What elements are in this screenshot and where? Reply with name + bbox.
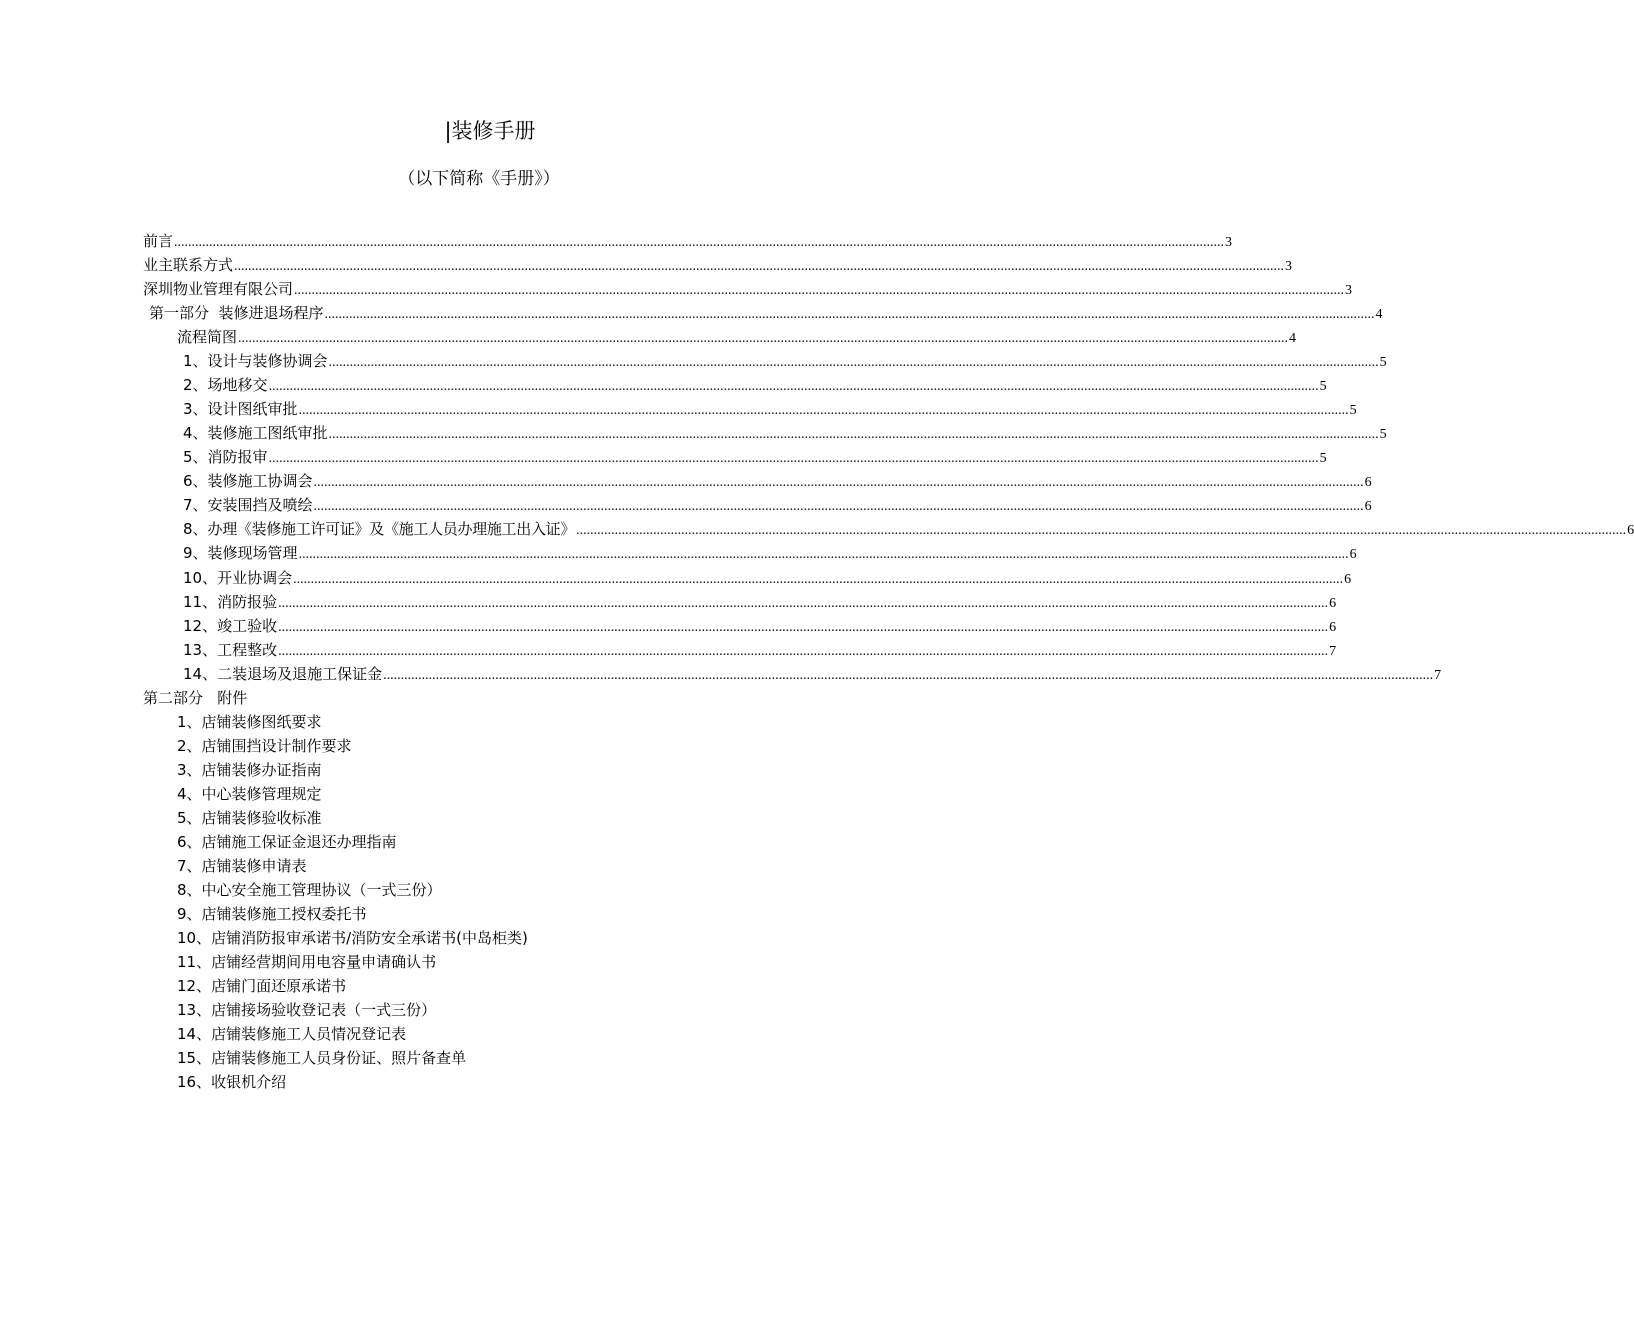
toc-entry[interactable] (183, 469, 1372, 493)
toc-label: 开业协调会 (217, 569, 293, 587)
toc-number: 13、 (183, 641, 218, 659)
toc-label: 装修现场管理 (207, 544, 298, 562)
toc-page-number: 6 (1627, 523, 1634, 538)
toc-entry[interactable] (183, 373, 1327, 397)
toc-page-number: 6 (1349, 547, 1357, 562)
toc-number: 3、 (183, 400, 208, 418)
toc-page-number: 6 (1329, 620, 1337, 635)
toc-number: 10、 (183, 569, 218, 587)
list-item[interactable]: 11、店铺经营期间用电容量申请确认书 (177, 953, 437, 971)
list-item[interactable]: 8、中心安全施工管理协议（一式三份） (177, 881, 442, 899)
toc-entry[interactable] (183, 566, 1352, 590)
toc-number: 11、 (183, 593, 218, 611)
toc-page-number: 7 (1434, 668, 1442, 683)
toc-leader: ............................................................................................................................................................................................................................................................................................................ (324, 307, 1375, 322)
toc-entry[interactable] (183, 397, 1357, 421)
toc-number: 1、 (183, 352, 208, 370)
toc-label: 安装围挡及喷绘 (207, 496, 313, 514)
toc-leader: ............................................................................................................................................................................................................................................................................................................ (278, 620, 1329, 635)
list-item[interactable]: 3、店铺装修办证指南 (177, 761, 322, 779)
toc-page-number: 6 (1364, 499, 1372, 514)
toc-leader: ............................................................................................................................................................................................................................................................................................................ (238, 331, 1289, 346)
toc-label: 消防报验 (217, 593, 278, 611)
toc-number: 14、 (183, 665, 218, 683)
toc-page-number: 5 (1349, 403, 1357, 418)
toc-entry[interactable] (143, 253, 1293, 277)
toc-leader: ............................................................................................................................................................................................................................................................................................................ (298, 547, 1349, 562)
toc-entry[interactable] (183, 541, 1357, 565)
toc-label: 设计与装修协调会 (207, 352, 328, 370)
toc-leader: ............................................................................................................................................................................................................................................................................................................ (293, 572, 1344, 587)
toc-leader: ............................................................................................................................................................................................................................................................................................................ (268, 379, 1319, 394)
toc-page-number: 5 (1379, 427, 1387, 442)
list-item[interactable]: 5、店铺装修验收标准 (177, 809, 322, 827)
toc-leader: ............................................................................................................................................................................................................................................................................................................ (313, 499, 1364, 514)
toc-number: 5、 (183, 448, 208, 466)
list-item[interactable]: 12、店铺门面还原承诺书 (177, 977, 347, 995)
part2-heading: 第二部分 附件 (143, 689, 248, 707)
toc-leader: ............................................................................................................................................................................................................................................................................................................ (278, 644, 1329, 659)
toc-page-number: 5 (1319, 379, 1327, 394)
toc-label: 装修施工图纸审批 (207, 424, 328, 442)
toc-entry[interactable] (143, 229, 1233, 253)
toc-page-number: 7 (1329, 644, 1337, 659)
toc-leader: ............................................................................................................................................................................................................................................................................................................ (278, 596, 1329, 611)
toc-entry[interactable] (177, 325, 1297, 349)
toc-entry[interactable] (183, 662, 1442, 686)
toc-number: 8、 (183, 520, 208, 538)
toc-page-number: 3 (1345, 283, 1353, 298)
toc-page-number: 4 (1375, 307, 1383, 322)
toc-label: 工程整改 (217, 641, 278, 659)
toc-number: 6、 (183, 472, 208, 490)
toc-label: 深圳物业管理有限公司 (143, 280, 294, 298)
toc-page-number: 6 (1329, 596, 1337, 611)
toc-leader: ............................................................................................................................................................................................................................................................................................................ (576, 523, 1627, 538)
toc-label: 场地移交 (207, 376, 268, 394)
toc-page-number: 6 (1344, 572, 1352, 587)
toc-entry[interactable] (183, 517, 1634, 541)
toc-entry[interactable] (183, 638, 1337, 662)
list-item[interactable]: 9、店铺装修施工授权委托书 (177, 905, 367, 923)
list-item[interactable]: 2、店铺围挡设计制作要求 (177, 737, 352, 755)
toc-leader: ............................................................................................................................................................................................................................................................................................................ (174, 235, 1225, 250)
toc-leader: ............................................................................................................................................................................................................................................................................................................ (234, 259, 1285, 274)
toc-label: 业主联系方式 (143, 256, 234, 274)
toc-label: 前言 (143, 232, 174, 250)
toc-leader: ............................................................................................................................................................................................................................................................................................................ (328, 355, 1379, 370)
toc-leader: ............................................................................................................................................................................................................................................................................................................ (328, 427, 1379, 442)
toc-leader: ............................................................................................................................................................................................................................................................................................................ (268, 451, 1319, 466)
toc-number: 4、 (183, 424, 208, 442)
toc-entry[interactable] (183, 590, 1337, 614)
toc-page-number: 5 (1379, 355, 1387, 370)
list-item[interactable]: 4、中心装修管理规定 (177, 785, 322, 803)
toc-label: 竣工验收 (217, 617, 278, 635)
toc-leader: ............................................................................................................................................................................................................................................................................................................ (313, 475, 1364, 490)
list-item[interactable]: 6、店铺施工保证金退还办理指南 (177, 833, 397, 851)
toc-entry[interactable] (149, 301, 1383, 325)
list-item[interactable]: 16、收银机介绍 (177, 1073, 287, 1091)
list-item[interactable]: 1、店铺装修图纸要求 (177, 713, 322, 731)
toc-entry[interactable] (183, 445, 1327, 469)
toc-page-number: 5 (1319, 451, 1327, 466)
list-item[interactable]: 7、店铺装修申请表 (177, 857, 307, 875)
toc-leader: ............................................................................................................................................................................................................................................................................................................ (294, 283, 1345, 298)
toc-number: 2、 (183, 376, 208, 394)
list-item[interactable]: 15、店铺装修施工人员身份证、照片备查单 (177, 1049, 467, 1067)
toc-leader: ............................................................................................................................................................................................................................................................................................................ (298, 403, 1349, 418)
toc-entry[interactable] (183, 349, 1387, 373)
toc-label: 办理《装修施工许可证》及《施工人员办理施工出入证》 (207, 520, 576, 538)
toc-label: 流程简图 (177, 328, 238, 346)
list-item[interactable]: 14、店铺装修施工人员情况登记表 (177, 1025, 407, 1043)
document-subtitle: （以下简称《手册》） (398, 169, 560, 189)
toc-label: 消防报审 (207, 448, 268, 466)
toc-number: 12、 (183, 617, 218, 635)
toc-entry[interactable] (143, 277, 1353, 301)
toc-leader: ............................................................................................................................................................................................................................................................................................................ (383, 668, 1434, 683)
toc-page-number: 3 (1225, 235, 1233, 250)
toc-number: 9、 (183, 544, 208, 562)
toc-page-number: 4 (1289, 331, 1297, 346)
list-item[interactable]: 13、店铺接场验收登记表（一式三份） (177, 1001, 437, 1019)
toc-page-number: 6 (1364, 475, 1372, 490)
toc-entry[interactable] (183, 614, 1337, 638)
document-title: |装修手册 (444, 119, 536, 143)
toc-page-number: 3 (1285, 259, 1293, 274)
toc-label: 设计图纸审批 (207, 400, 298, 418)
toc-entry[interactable] (183, 493, 1372, 517)
list-item[interactable]: 10、店铺消防报审承诺书/消防安全承诺书(中岛柜类) (177, 929, 528, 947)
toc-label: 装修施工协调会 (207, 472, 313, 490)
toc-label: 二装退场及退施工保证金 (217, 665, 383, 683)
toc-label: 第一部分 装修进退场程序 (149, 304, 324, 322)
toc-number: 7、 (183, 496, 208, 514)
toc-entry[interactable] (183, 421, 1387, 445)
